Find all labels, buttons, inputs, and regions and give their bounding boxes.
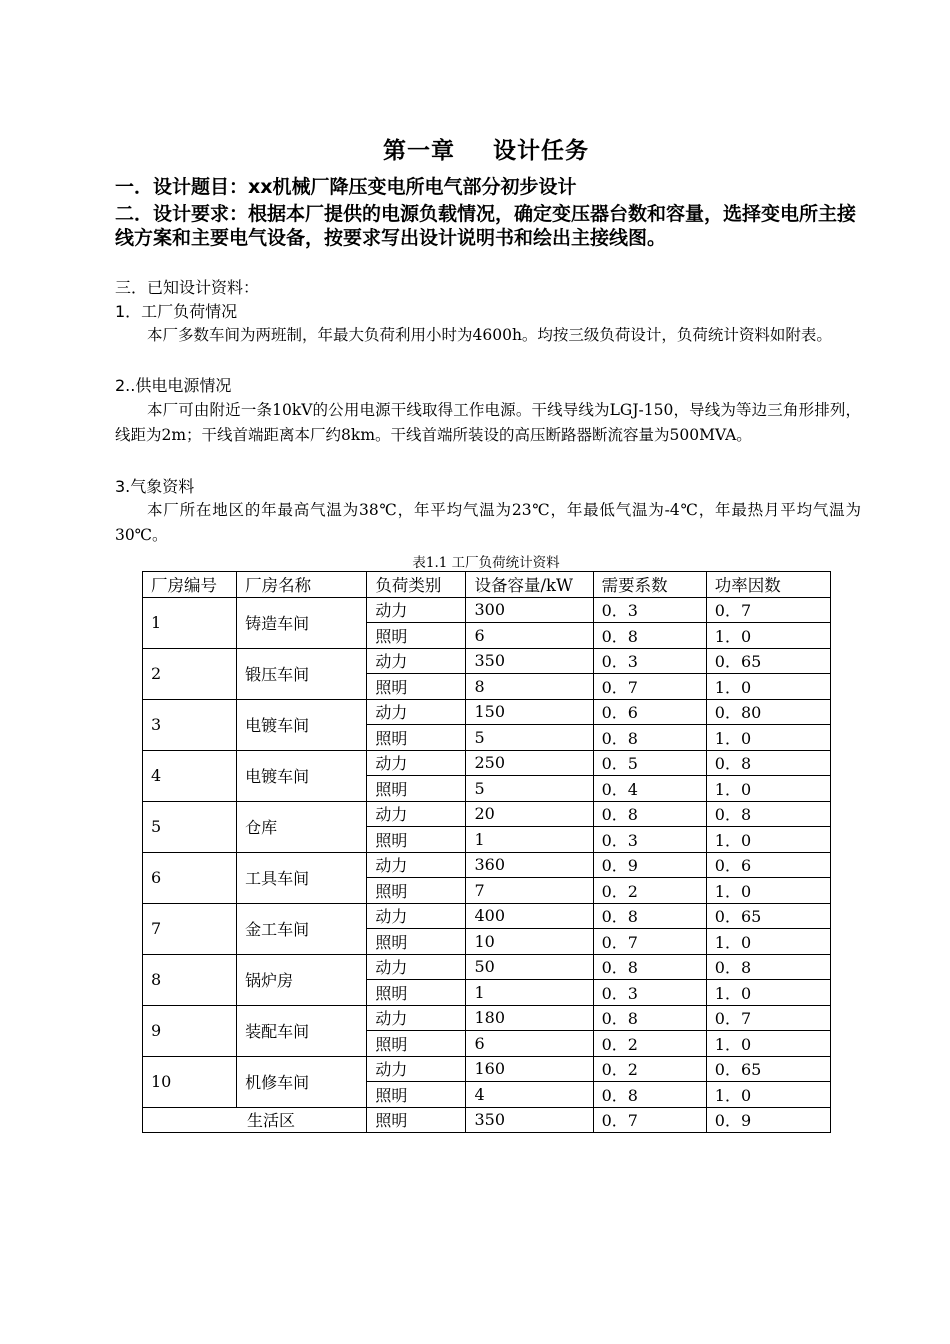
workshop-name-cell: 电镀车间	[237, 699, 367, 750]
load-type-cell: 照明	[367, 1082, 466, 1108]
capacity-cell: 300	[466, 597, 593, 623]
table-row	[143, 801, 831, 827]
load-type-cell: 照明	[367, 929, 466, 955]
workshop-name-cell: 电镀车间	[237, 750, 367, 801]
demand-factor-cell: 0．8	[593, 903, 706, 929]
load-type-cell: 照明	[367, 623, 466, 649]
demand-factor-cell: 0．2	[593, 878, 706, 904]
demand-factor-cell: 0．2	[593, 1056, 706, 1082]
header-cell: 厂房编号	[143, 572, 237, 598]
workshop-id-cell: 5	[143, 801, 237, 852]
demand-factor-cell: 0．8	[593, 801, 706, 827]
load-type-cell: 动力	[367, 648, 466, 674]
capacity-cell: 350	[466, 648, 593, 674]
header-cell: 负荷类别	[367, 572, 466, 598]
load-type-cell: 动力	[367, 1056, 466, 1082]
load-type-cell: 照明	[367, 776, 466, 802]
living-area-name: 生活区	[143, 1107, 367, 1133]
header-cell: 功率因数	[706, 572, 830, 598]
capacity-cell: 7	[466, 878, 593, 904]
demand-factor-cell: 0．7	[593, 929, 706, 955]
power-factor-cell: 0．65	[706, 903, 830, 929]
capacity-cell: 1	[466, 980, 593, 1006]
workshop-id-cell: 7	[143, 903, 237, 954]
table-row-living-area	[143, 1107, 831, 1133]
load-type-cell: 照明	[367, 827, 466, 853]
capacity-cell: 160	[466, 1056, 593, 1082]
demand-factor-cell: 0．7	[593, 1107, 706, 1133]
chapter-name: 设计任务	[493, 138, 589, 164]
workshop-id-cell: 4	[143, 750, 237, 801]
demand-factor-cell: 0．8	[593, 623, 706, 649]
demand-factor-cell: 0．3	[593, 980, 706, 1006]
power-factor-cell: 1．0	[706, 980, 830, 1006]
weather-heading: 3.气象资料	[115, 477, 195, 496]
power-factor-cell: 0．65	[706, 648, 830, 674]
table-row	[143, 597, 831, 623]
load-type-cell: 动力	[367, 750, 466, 776]
section-design-topic: 一．设计题目：xx机械厂降压变电所电气部分初步设计	[115, 176, 577, 198]
table-row	[143, 852, 831, 878]
demand-factor-cell: 0．4	[593, 776, 706, 802]
demand-factor-cell: 0．3	[593, 597, 706, 623]
section-design-requirements: 二．设计要求：根据本厂提供的电源负载情况，确定变压器台数和容量，选择变电所主接线方案和主要电气设备，按要求写出设计说明书和绘出主接线图。	[115, 203, 857, 249]
power-factor-cell: 1．0	[706, 1031, 830, 1057]
capacity-cell: 6	[466, 623, 593, 649]
demand-factor-cell: 0．6	[593, 699, 706, 725]
table-row	[143, 1005, 831, 1031]
table-body	[143, 597, 831, 1107]
load-type-cell: 动力	[367, 852, 466, 878]
capacity-cell: 5	[466, 776, 593, 802]
power-factor-cell: 1．0	[706, 674, 830, 700]
power-factor-cell: 0．8	[706, 801, 830, 827]
table-caption: 表1.1 工厂负荷统计资料	[412, 555, 560, 571]
power-factor-cell: 0．8	[706, 750, 830, 776]
capacity-cell: 8	[466, 674, 593, 700]
power-factor-cell: 0．7	[706, 1005, 830, 1031]
load-type-cell: 照明	[367, 725, 466, 751]
workshop-name-cell: 锻压车间	[237, 648, 367, 699]
capacity-cell: 150	[466, 699, 593, 725]
demand-factor-cell: 0．3	[593, 648, 706, 674]
section-known-data: 三．已知设计资料：	[115, 278, 260, 297]
workshop-id-cell: 2	[143, 648, 237, 699]
workshop-name-cell: 锅炉房	[237, 954, 367, 1005]
power-factor-cell: 1．0	[706, 725, 830, 751]
capacity-cell: 4	[466, 1082, 593, 1108]
capacity-cell: 400	[466, 903, 593, 929]
workshop-id-cell: 3	[143, 699, 237, 750]
chapter-title	[0, 132, 950, 165]
capacity-cell: 10	[466, 929, 593, 955]
power-factor-cell: 1．0	[706, 878, 830, 904]
header-cell: 设备容量/kW	[466, 572, 593, 598]
header-cell: 需要系数	[593, 572, 706, 598]
load-type-cell: 照明	[367, 980, 466, 1006]
power-factor-cell: 0．7	[706, 597, 830, 623]
capacity-cell: 5	[466, 725, 593, 751]
table-row	[143, 1056, 831, 1082]
workshop-name-cell: 工具车间	[237, 852, 367, 903]
demand-factor-cell: 0．8	[593, 954, 706, 980]
load-type-cell: 照明	[367, 878, 466, 904]
weather-text: 本厂所在地区的年最高气温为38℃，年平均气温为23℃，年最低气温为-4℃，年最热月平均气温为30℃。	[115, 501, 861, 544]
capacity-cell: 50	[466, 954, 593, 980]
header-cell: 厂房名称	[237, 572, 367, 598]
table-row	[143, 648, 831, 674]
power-factor-cell: 1．0	[706, 929, 830, 955]
load-type-cell: 照明	[367, 1107, 466, 1133]
load-type-cell: 照明	[367, 1031, 466, 1057]
workshop-name-cell: 仓库	[237, 801, 367, 852]
power-factor-cell: 0．6	[706, 852, 830, 878]
capacity-cell: 6	[466, 1031, 593, 1057]
demand-factor-cell: 0．2	[593, 1031, 706, 1057]
demand-factor-cell: 0．8	[593, 1082, 706, 1108]
demand-factor-cell: 0．9	[593, 852, 706, 878]
capacity-cell: 360	[466, 852, 593, 878]
workshop-id-cell: 10	[143, 1056, 237, 1107]
factory-load-heading: 1．工厂负荷情况	[115, 302, 238, 321]
table-row	[143, 750, 831, 776]
table-row	[143, 954, 831, 980]
load-statistics-table	[142, 571, 831, 1133]
demand-factor-cell: 0．8	[593, 725, 706, 751]
capacity-cell: 1	[466, 827, 593, 853]
power-factor-cell: 1．0	[706, 827, 830, 853]
factory-load-text: 本厂多数车间为两班制，年最大负荷利用小时为4600h。均按三级负荷设计，负荷统计资料如附表。	[147, 326, 832, 344]
load-type-cell: 动力	[367, 903, 466, 929]
load-type-cell: 照明	[367, 674, 466, 700]
power-factor-cell: 1．0	[706, 776, 830, 802]
capacity-cell: 20	[466, 801, 593, 827]
load-type-cell: 动力	[367, 1005, 466, 1031]
workshop-id-cell: 8	[143, 954, 237, 1005]
workshop-name-cell: 金工车间	[237, 903, 367, 954]
demand-factor-cell: 0．7	[593, 674, 706, 700]
load-type-cell: 动力	[367, 801, 466, 827]
chapter-number: 第一章	[383, 138, 455, 164]
power-supply-heading: 2..供电电源情况	[115, 376, 232, 395]
power-supply-text: 本厂可由附近一条10kV的公用电源干线取得工作电源。干线导线为LGJ-150，导线为等边三角形排列，线距为2m；干线首端距离本厂约8km。干线首端所装设的高压断路器断流容量为500MVA。	[115, 401, 861, 444]
power-factor-cell: 0．8	[706, 954, 830, 980]
workshop-id-cell: 1	[143, 597, 237, 648]
demand-factor-cell: 0．3	[593, 827, 706, 853]
table-row	[143, 699, 831, 725]
workshop-id-cell: 9	[143, 1005, 237, 1056]
workshop-name-cell: 机修车间	[237, 1056, 367, 1107]
load-type-cell: 动力	[367, 597, 466, 623]
table-header-row	[143, 572, 831, 598]
capacity-cell: 180	[466, 1005, 593, 1031]
workshop-id-cell: 6	[143, 852, 237, 903]
table-row	[143, 903, 831, 929]
workshop-name-cell: 铸造车间	[237, 597, 367, 648]
demand-factor-cell: 0．8	[593, 1005, 706, 1031]
load-type-cell: 动力	[367, 699, 466, 725]
power-factor-cell: 0．80	[706, 699, 830, 725]
workshop-name-cell: 装配车间	[237, 1005, 367, 1056]
power-factor-cell: 1．0	[706, 623, 830, 649]
power-factor-cell: 0．65	[706, 1056, 830, 1082]
capacity-cell: 250	[466, 750, 593, 776]
load-type-cell: 动力	[367, 954, 466, 980]
capacity-cell: 350	[466, 1107, 593, 1133]
power-factor-cell: 1．0	[706, 1082, 830, 1108]
power-factor-cell: 0．9	[706, 1107, 830, 1133]
demand-factor-cell: 0．5	[593, 750, 706, 776]
